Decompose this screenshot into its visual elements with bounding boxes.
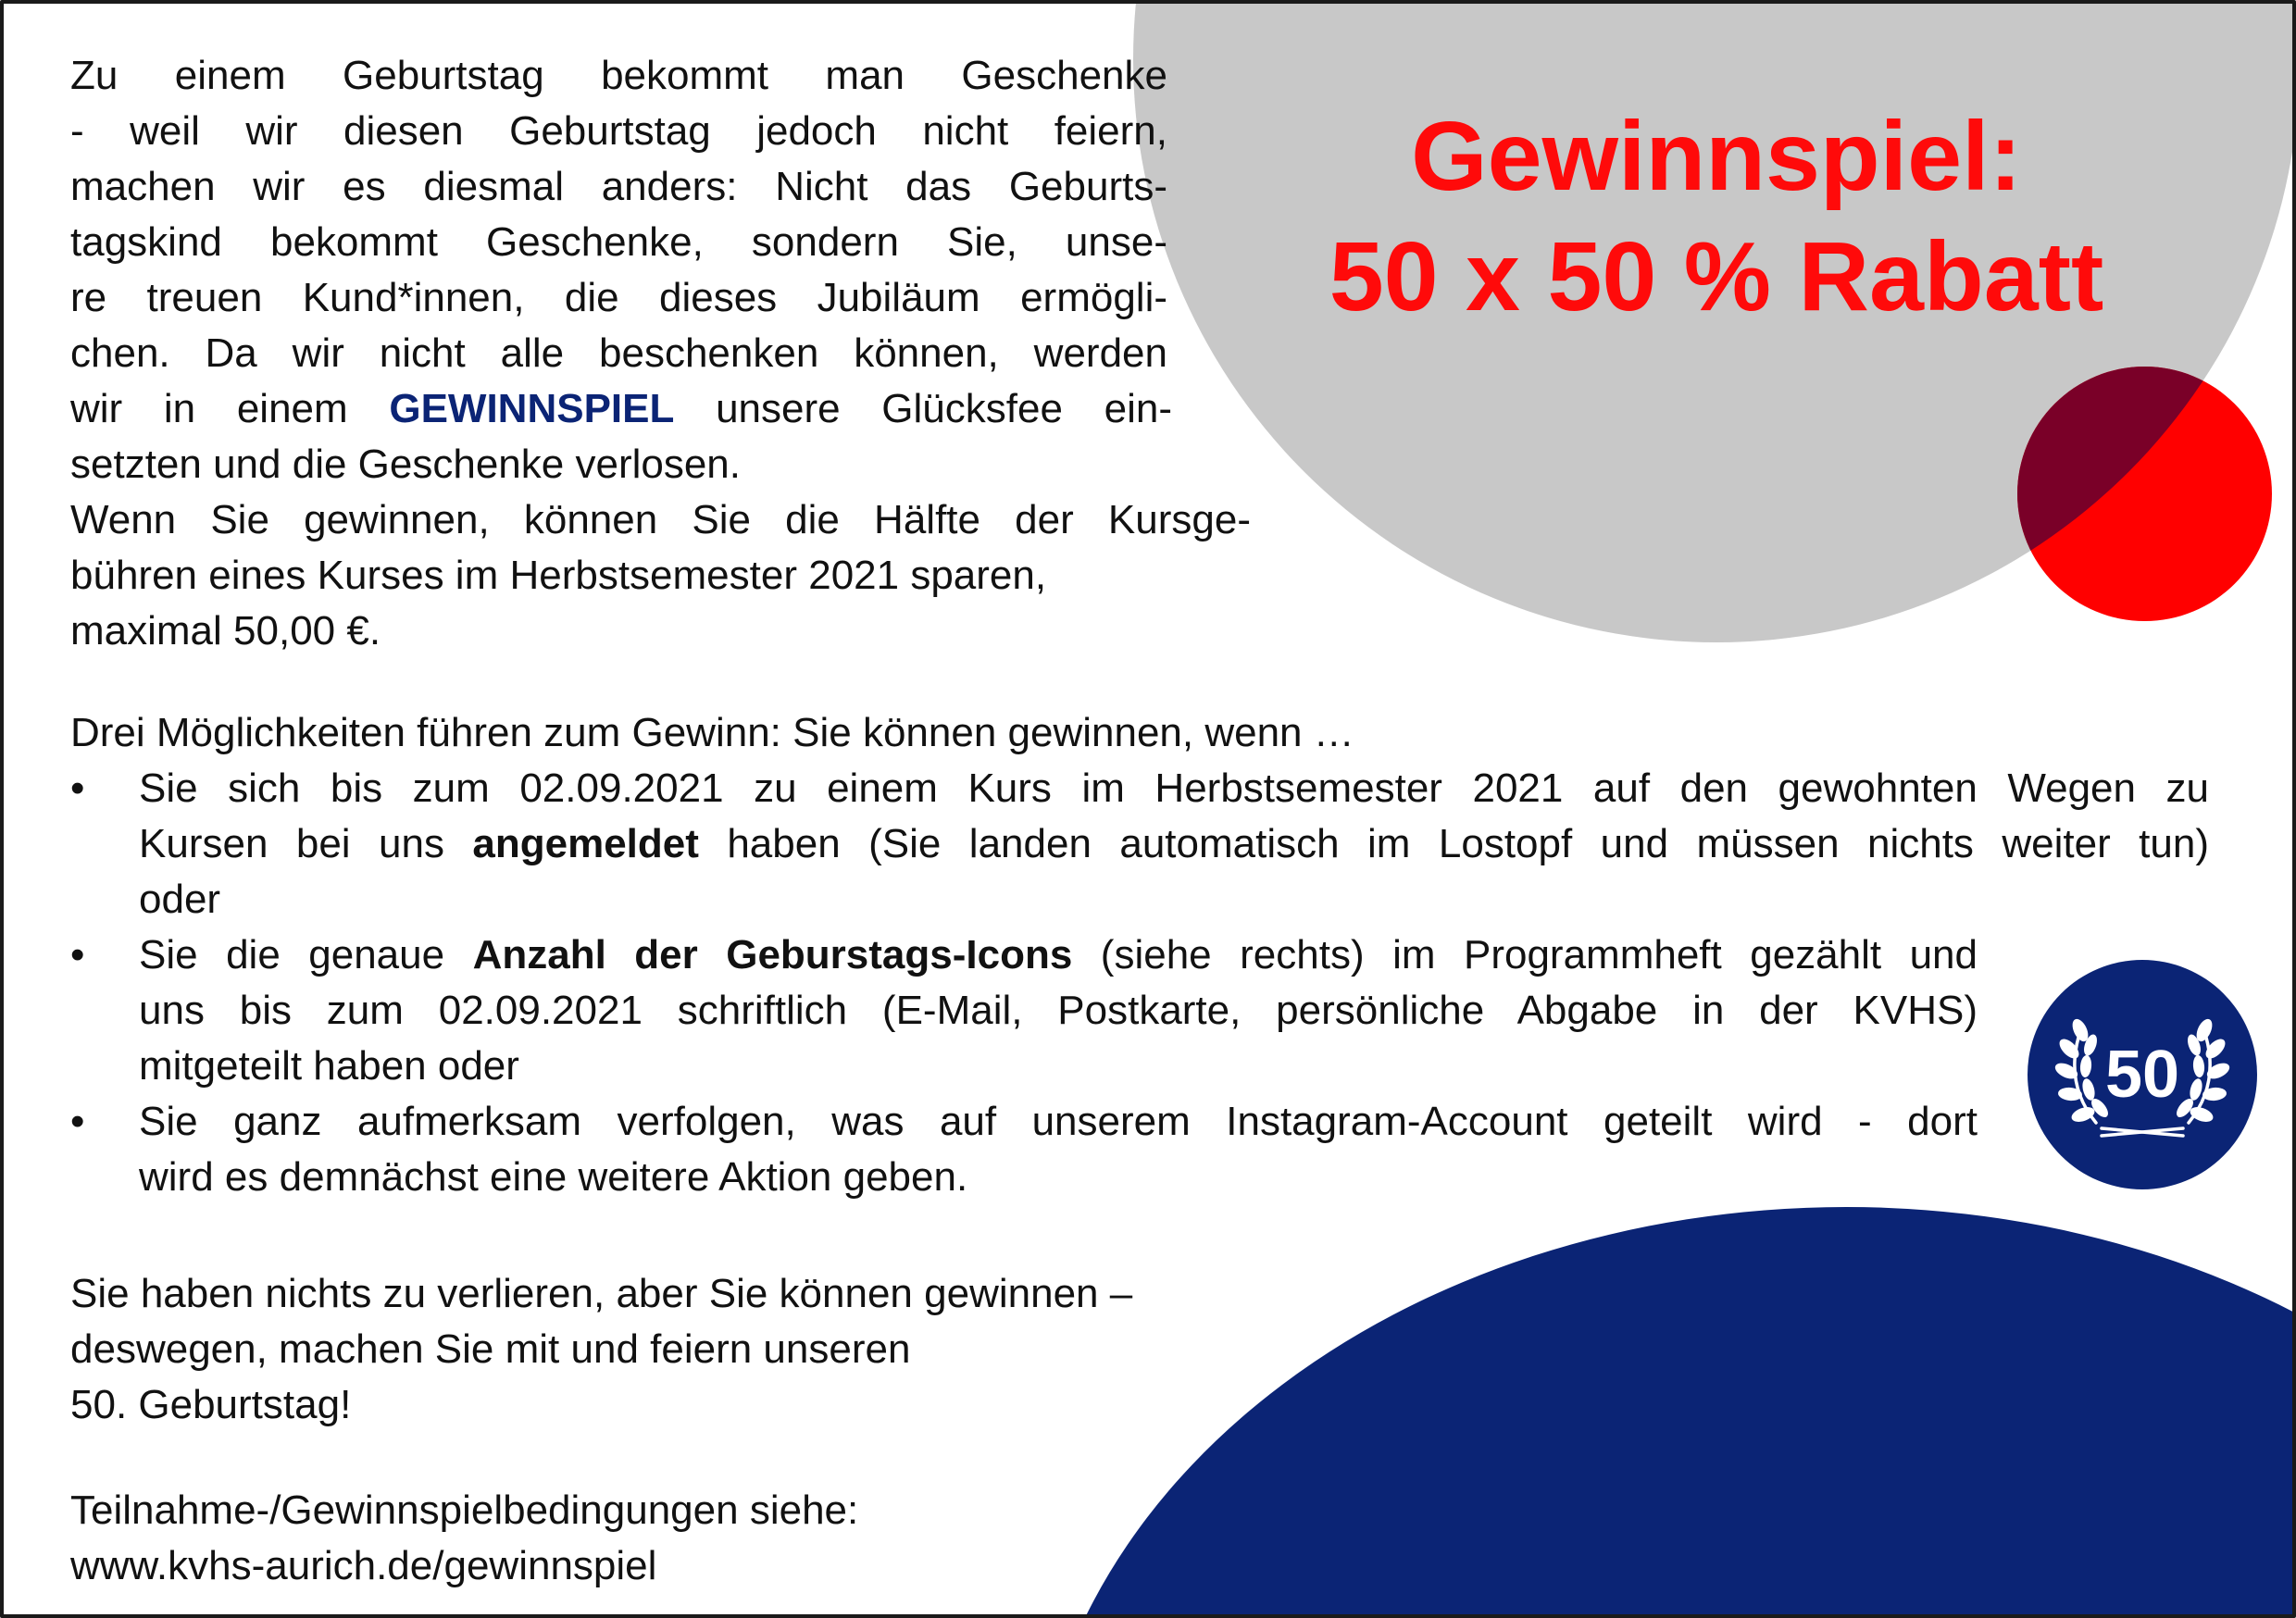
laurel-wreath-icon <box>2028 960 2257 1189</box>
terms-link[interactable]: www.kvhs-aurich.de/gewinnspiel <box>70 1543 657 1588</box>
intro-text: unsere Glücksfee ein- <box>674 386 1172 431</box>
option-item-icons <box>70 927 1978 1094</box>
option-text <box>139 1094 1978 1205</box>
intro-paragraph-cont <box>70 381 1172 492</box>
intro-line: Zu einem Geburtstag bekommt man Geschenke <box>70 53 1167 98</box>
intro-line: tagskind bekommt Geschenke, sondern Sie, unse- <box>70 219 1167 265</box>
options-lead-text: Drei Möglichkeiten führen zum Gewinn: Sie können gewinnen, wenn … <box>70 710 1354 755</box>
option-line: Sie ganz aufmerksam verfolgen, was auf unserem Instagram-Account geteilt wird - dort <box>139 1099 1978 1144</box>
headline <box>1235 96 2198 337</box>
closing-line: deswegen, machen Sie mit und feiern unseren <box>70 1326 911 1372</box>
closing-line: 50. Geburtstag! <box>70 1382 352 1427</box>
option-text-part: (siehe rechts) im Programmheft gezählt und <box>1072 932 1978 977</box>
anniversary-badge <box>2028 960 2257 1189</box>
gewinnspiel-highlight: GEWINNSPIEL <box>389 386 675 431</box>
intro-text: wir in einem <box>70 386 390 431</box>
intro-line: re treuen Kund*innen, die dieses Jubiläum ermögli- <box>70 275 1167 320</box>
win-paragraph <box>70 492 1251 659</box>
terms-label: Teilnahme-/Gewinnspielbedingungen siehe: <box>70 1487 859 1533</box>
intro-line: machen wir es diesmal anders: Nicht das Geburts- <box>70 164 1167 209</box>
option-line: oder <box>139 877 221 922</box>
option-text <box>139 927 1978 1094</box>
option-text-part: Sie die genaue <box>139 932 473 977</box>
option-line: wird es demnächst eine weitere Aktion geben. <box>139 1154 968 1200</box>
win-line: maximal 50,00 €. <box>70 608 381 653</box>
bullet-icon: • <box>70 765 85 811</box>
intro-line-highlight <box>70 381 1172 437</box>
badge-number: 50 <box>2104 1038 2180 1112</box>
option-line <box>139 816 2209 872</box>
option-line: Sie sich bis zum 02.09.2021 zu einem Kurs im Herbstsemester 2021 auf den gewohnten Wegen zu <box>139 765 2209 811</box>
intro-paragraph <box>70 48 1167 381</box>
option-bold-icons: Anzahl der Geburstags-Icons <box>472 932 1073 977</box>
intro-line: - weil wir diesen Geburtstag jedoch nicht feiern, <box>70 108 1167 154</box>
closing-line: Sie haben nichts zu verlieren, aber Sie können gewinnen – <box>70 1271 1133 1316</box>
headline-line-2: 50 x 50 % Rabatt <box>1329 222 2104 331</box>
option-text <box>139 761 2209 927</box>
option-item-registration <box>70 761 2209 927</box>
option-text-part: Kursen bei uns <box>139 821 473 866</box>
headline-line-1: Gewinnspiel: <box>1411 102 2022 211</box>
terms-block <box>70 1483 1089 1594</box>
circle-overlap-decoration <box>2017 367 2272 621</box>
bullet-icon: • <box>70 1099 85 1144</box>
option-line: uns bis zum 02.09.2021 schriftlich (E-Mail, Postkarte, persönliche Abgabe in der KVHS) <box>139 988 1978 1033</box>
red-circle-decoration <box>2017 367 2272 621</box>
option-bold-angemeldet: angemeldet <box>472 821 699 866</box>
closing-paragraph <box>70 1266 1292 1433</box>
intro-line: chen. Da wir nicht alle beschenken können, werden <box>70 330 1167 376</box>
option-line: mitgeteilt haben oder <box>139 1043 519 1089</box>
bullet-icon: • <box>70 932 85 977</box>
option-line <box>139 927 1978 983</box>
intro-line: setzten und die Geschenke verlosen. <box>70 442 742 487</box>
win-line: bühren eines Kurses im Herbstsemester 2021 sparen, <box>70 553 1047 598</box>
option-text-part: haben (Sie landen automatisch im Lostopf und müssen nichts weiter tun) <box>698 821 2209 866</box>
win-line: Wenn Sie gewinnen, können Sie die Hälfte der Kursge- <box>70 497 1251 542</box>
option-item-instagram <box>70 1094 1978 1205</box>
options-lead <box>70 705 1644 761</box>
